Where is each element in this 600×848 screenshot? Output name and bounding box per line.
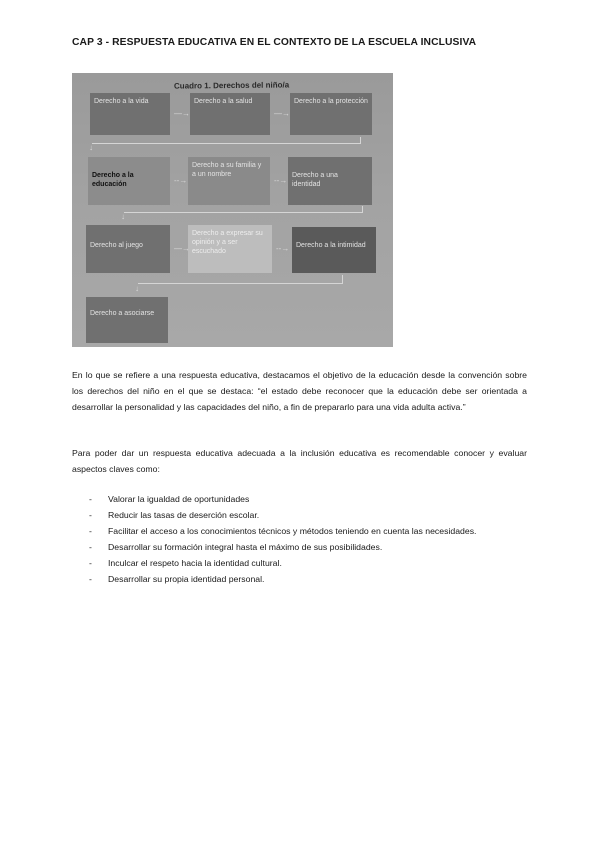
arrow-right-icon: —→ xyxy=(274,109,290,118)
connector-line xyxy=(92,143,360,144)
arrow-right-icon: --→ xyxy=(274,176,288,185)
list-item xyxy=(72,523,527,539)
connector-line xyxy=(138,283,342,284)
key-aspects-list xyxy=(72,491,527,587)
bullet-dash: - xyxy=(89,542,92,552)
arrow-right-icon: --→ xyxy=(174,176,188,185)
connector-line xyxy=(124,212,362,213)
box-right-to-life: Derecho a la vida xyxy=(90,93,170,135)
arrow-down-icon: ↓ xyxy=(89,143,93,152)
arrow-right-icon: —→ xyxy=(174,244,190,253)
paragraph-1: En lo que se refiere a una respuesta educativa, destacamos el objetivo de la educación desde la convención sobre los derechos del niño en el que se destaca: “el estado debe reconocer que la educación debe ser orientada a desarrollar la personalidad y las capacidades del niño, a fin de prepararlo para una vida adulta activa.” xyxy=(72,370,527,412)
list-item-text: Valorar la igualdad de oportunidades xyxy=(108,494,250,504)
diagram-title: Cuadro 1. Derechos del niño/a xyxy=(173,80,290,91)
connector-line xyxy=(362,206,363,213)
list-item xyxy=(72,539,527,555)
list-item xyxy=(72,555,527,571)
list-item-text: Desarrollar su formación integral hasta el máximo de sus posibilidades. xyxy=(108,542,383,552)
box-right-to-associate: Derecho a asociarse xyxy=(86,297,168,343)
bullet-dash: - xyxy=(89,558,92,568)
box-right-to-family-and-name: Derecho a su familia y a un nombre xyxy=(188,157,270,205)
connector-line xyxy=(342,275,343,284)
box-right-to-health: Derecho a la salud xyxy=(190,93,270,135)
box-right-to-expression: Derecho a expresar su opinión y a ser escuchado xyxy=(188,225,272,273)
list-item xyxy=(72,507,527,523)
box-right-to-identity: Derecho a una identidad xyxy=(288,157,372,205)
paragraph-2: Para poder dar un respuesta educativa adecuada a la inclusión educativa es recomendable conocer y evaluar aspectos claves como: xyxy=(72,448,527,474)
arrow-right-icon: —→ xyxy=(174,109,190,118)
list-item-text: Facilitar el acceso a los conocimientos técnicos y métodos teniendo en cuenta las necesidades. xyxy=(108,526,477,536)
bullet-dash: - xyxy=(89,574,92,584)
list-item xyxy=(72,571,527,587)
box-right-to-protection: Derecho a la protección xyxy=(290,93,372,135)
arrow-down-icon: ↓ xyxy=(121,212,125,221)
list-item-text: Desarrollar su propia identidad personal. xyxy=(108,574,265,584)
box-right-to-education: Derecho a la educación xyxy=(88,157,170,205)
arrow-right-icon: --→ xyxy=(276,244,290,253)
page-heading: CAP 3 - RESPUESTA EDUCATIVA EN EL CONTEXTO DE LA ESCUELA INCLUSIVA xyxy=(72,37,477,48)
box-right-to-play: Derecho al juego xyxy=(86,225,170,273)
list-item-text: Inculcar el respeto hacia la identidad cultural. xyxy=(108,558,282,568)
bullet-dash: - xyxy=(89,494,92,504)
rights-diagram xyxy=(72,73,393,347)
list-item-text: Reducir las tasas de deserción escolar. xyxy=(108,510,260,520)
bullet-dash: - xyxy=(89,526,92,536)
arrow-down-icon: ↓ xyxy=(135,284,139,293)
box-right-to-privacy: Derecho a la intimidad xyxy=(292,227,376,273)
bullet-dash: - xyxy=(89,510,92,520)
connector-line xyxy=(360,137,361,144)
list-item xyxy=(72,491,527,507)
